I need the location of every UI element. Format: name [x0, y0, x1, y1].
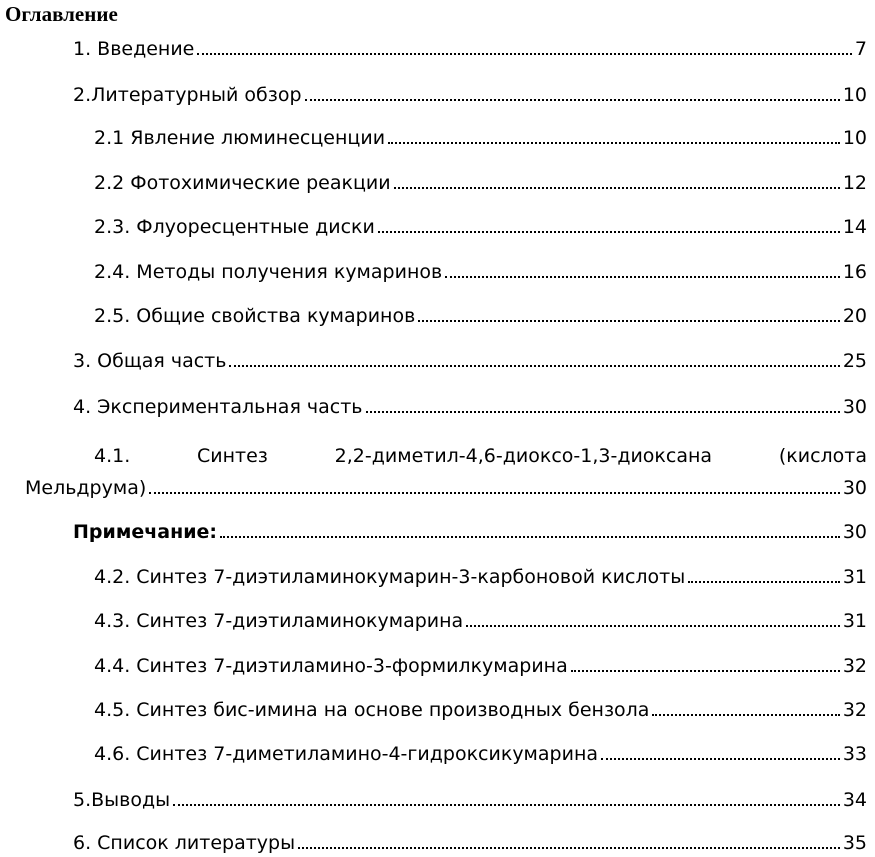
toc-entry-label: 3. Общая часть [73, 350, 227, 372]
toc-entry-note[interactable] [73, 514, 867, 544]
toc-entry-meldrum-acid-line1[interactable] [94, 434, 867, 468]
toc-entry-references[interactable] [73, 825, 867, 855]
toc-page-number: 10 [842, 127, 867, 149]
toc-page-number: 34 [842, 789, 867, 811]
toc-entry-label: 1. Введение [73, 38, 195, 60]
toc-entry-label-word: (кислота [778, 445, 867, 467]
dot-leader [220, 536, 840, 538]
dot-leader [173, 804, 840, 806]
dot-leader [305, 99, 840, 101]
toc-page-number: 14 [842, 216, 867, 238]
toc-entry-luminescence[interactable] [94, 120, 867, 150]
toc-entry-label-word: 4.1. [94, 445, 131, 467]
dot-leader [378, 231, 840, 233]
toc-page-number: 30 [842, 521, 867, 543]
toc-entry-meldrum-acid[interactable] [25, 470, 867, 500]
toc-page-number: 25 [842, 350, 867, 372]
toc-entry-label: 2.5. Общие свойства кумаринов [94, 305, 416, 327]
toc-entry-general-part[interactable] [73, 343, 867, 373]
toc-entry-label: 2.Литературный обзор [73, 84, 302, 106]
toc-page-number: 35 [842, 832, 867, 854]
toc-entry-label: Мельдрума) [25, 477, 147, 499]
toc-page-number: 32 [842, 699, 867, 721]
dot-leader [571, 670, 840, 672]
toc-entry-synthesis-4-3[interactable] [94, 603, 867, 633]
toc-page-number: 7 [854, 38, 867, 60]
toc-entry-label-word: Синтез [197, 445, 268, 467]
toc-entry-synthesis-4-6[interactable] [94, 736, 867, 766]
toc-page-number: 32 [842, 655, 867, 677]
toc-entry-fluorescent-disks[interactable] [94, 209, 867, 239]
toc-entry-label: 2.4. Методы получения кумаринов [94, 261, 443, 283]
toc-entry-label: Примечание: [73, 521, 218, 543]
toc-entry-label: 4.3. Синтез 7-диэтиламинокумарина [94, 610, 464, 632]
toc-entry-conclusions[interactable] [73, 782, 867, 812]
dot-leader [652, 714, 839, 716]
toc-entry-label: 4.4. Синтез 7-диэтиламино-3-формилкумарина [94, 655, 568, 677]
toc-entry-coumarin-properties[interactable] [94, 298, 867, 328]
toc-entry-synthesis-4-4[interactable] [94, 648, 867, 678]
dot-leader [298, 847, 840, 849]
toc-entry-label: 5.Выводы [73, 789, 171, 811]
toc-entry-introduction[interactable] [73, 31, 867, 61]
toc-entry-label: 2.1 Явление люминесценции [94, 127, 386, 149]
dot-leader [418, 320, 840, 322]
toc-page-number: 12 [842, 172, 867, 194]
dot-leader [366, 411, 840, 413]
dot-leader [149, 492, 840, 494]
toc-entry-synthesis-4-2[interactable] [94, 559, 867, 589]
toc-entry-experimental-part[interactable] [73, 389, 867, 419]
toc-entry-photochemical-reactions[interactable] [94, 165, 867, 195]
toc-entry-label: 2.2 Фотохимические реакции [94, 172, 391, 194]
dot-leader [688, 581, 840, 583]
dot-leader [197, 53, 852, 55]
toc-page-number: 10 [842, 84, 867, 106]
dot-leader [394, 187, 840, 189]
toc-page-number: 20 [842, 305, 867, 327]
dot-leader [601, 758, 840, 760]
toc-entry-label: 4.5. Синтез бис-имина на основе производных бензола [94, 699, 650, 721]
toc-page-number: 30 [842, 396, 867, 418]
toc-entry-label: 4.6. Синтез 7-диметиламино-4-гидроксикумарина [94, 743, 599, 765]
toc-entry-label: 6. Список литературы [73, 832, 296, 854]
dot-leader [229, 365, 839, 367]
toc-page-number: 30 [842, 477, 867, 499]
toc-entry-label-word: 2,2-диметил-4,6-диоксо-1,3-диоксана [334, 445, 713, 467]
toc-page-number: 33 [842, 743, 867, 765]
toc-entry-synthesis-4-5[interactable] [94, 692, 867, 722]
toc-page-number: 31 [842, 610, 867, 632]
toc-entry-literature-review[interactable] [73, 77, 867, 107]
dot-leader [466, 625, 840, 627]
toc-title: Оглавление [5, 2, 118, 26]
toc-entry-label: 4. Экспериментальная часть [73, 396, 363, 418]
dot-leader [388, 142, 840, 144]
dot-leader [445, 276, 840, 278]
toc-page-number: 16 [842, 261, 867, 283]
toc-entry-label: 4.2. Синтез 7-диэтиламинокумарин-3-карбоновой кислоты [94, 566, 686, 588]
toc-entry-coumarin-methods[interactable] [94, 254, 867, 284]
toc-entry-label: 2.3. Флуоресцентные диски [94, 216, 375, 238]
toc-page-number: 31 [842, 566, 867, 588]
